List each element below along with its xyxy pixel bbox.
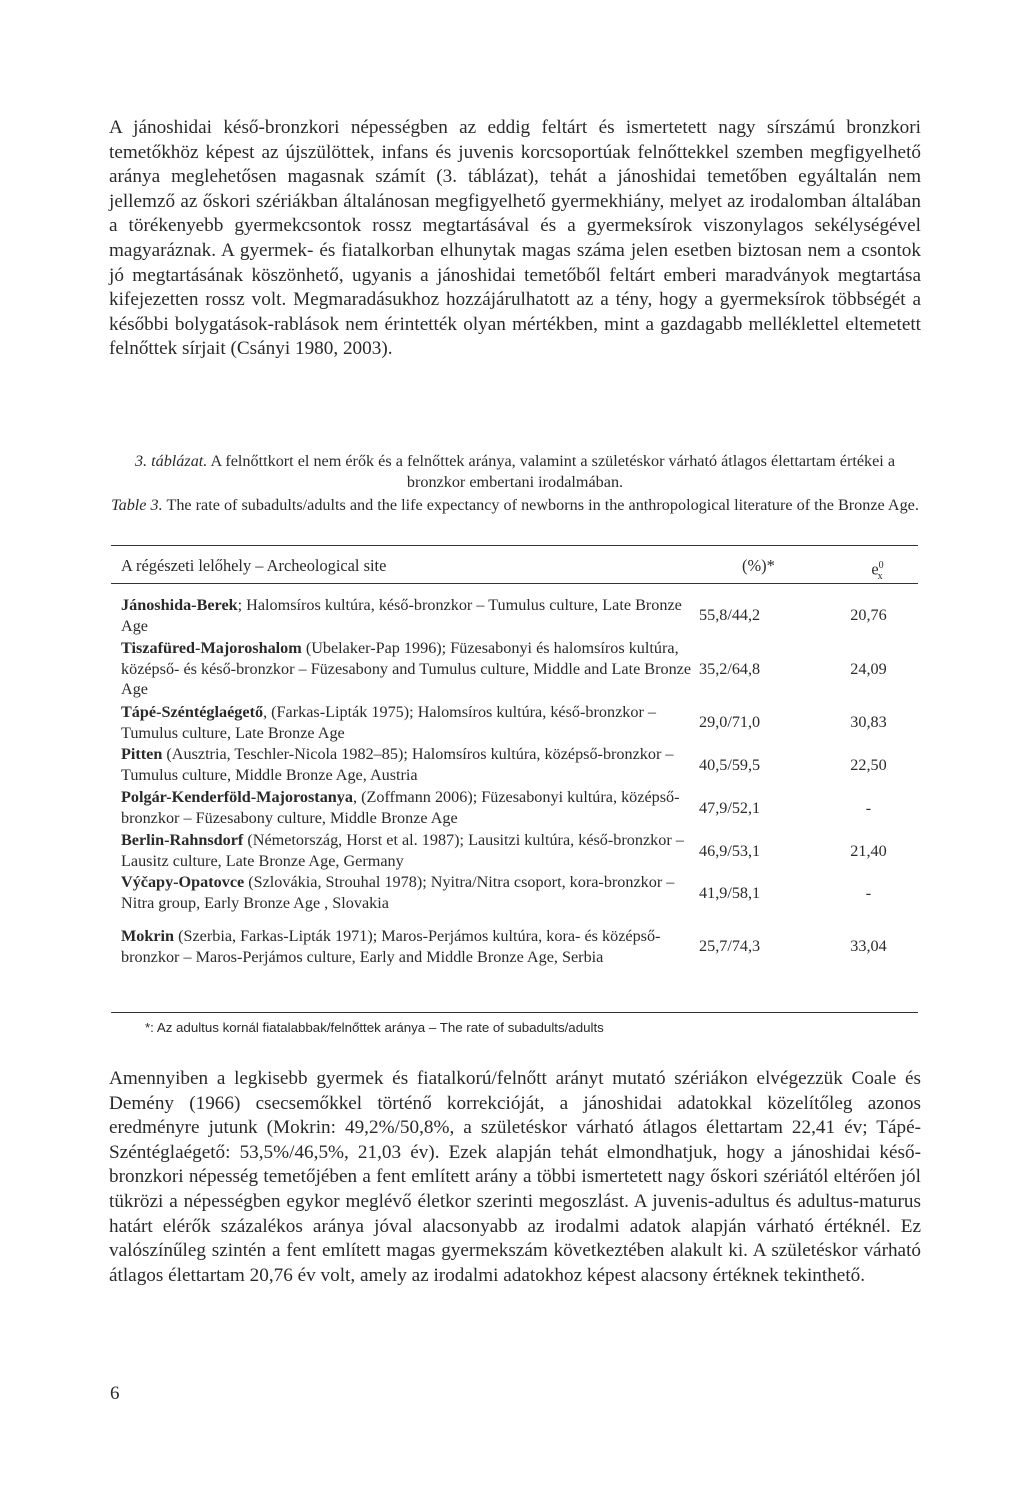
table-cell-life-expectancy: - xyxy=(865,798,872,817)
site-name: Pitten xyxy=(121,745,163,764)
caption-label-hu: 3. táblázat. xyxy=(134,452,208,470)
table-header-percent: (%)* xyxy=(742,556,775,575)
table-cell-site xyxy=(121,637,699,701)
table-cell-percent: 46,9/53,1 xyxy=(699,841,761,860)
site-name: Tiszafüred-Majoroshalom xyxy=(121,638,302,657)
table-cell-site xyxy=(121,830,699,872)
table-row xyxy=(121,594,918,637)
site-name: Berlin-Rahnsdorf xyxy=(121,831,244,850)
table-cell-site xyxy=(121,701,699,744)
table-footnote: *: Az adultus kornál fiatalabbak/felnőttek aránya – The rate of subadults/adults xyxy=(145,1020,604,1035)
table-cell-site xyxy=(121,872,699,914)
table-cell-site xyxy=(121,744,699,786)
table-body xyxy=(121,594,918,979)
table-row xyxy=(121,914,918,979)
caption-label-en: Table 3. xyxy=(111,496,163,514)
table-caption-english xyxy=(109,495,921,516)
table-cell-life-expectancy: 20,76 xyxy=(850,606,887,625)
table-row xyxy=(121,744,918,786)
table-cell-percent: 55,8/44,2 xyxy=(699,606,761,625)
table-cell-percent: 35,2/64,8 xyxy=(699,659,761,678)
body-paragraph-1: A jánoshidai késő-bronzkori népességben az eddig feltárt és ismertetett nagy sírszámú bronzkori temetőkhöz képest az újszülöttek, infans és juvenis korcsoportúak felnőttekkel szemben megfigyelhető aránya meglehetősen magasnak számít (3. táblázat), tehát a jánoshidai temetőben egyáltalán nem jellemző az őskori szériákban általánosan megfigyelhető gyermekhiány, melyet az irodalomban általában a törékenyebb gyermekcsontok rossz megtartásával és a gyermeksírok viszonylagos sekélységével magyaráznak. A gyermek- és fiatalkorban elhunytak magas száma jelen esetben biztosan nem a csontok jó megtartásának köszönhető, ugyanis a jánoshidai temetőből feltárt emberi maradványok megtartása kifejezetten rossz volt. Megmaradásukhoz hozzájárulhatott az a tény, hogy a gyermeksírok többségét a későbbi bolygatások-rablások nem érintették olyan mértékben, mint a gazdagabb melléklettel eltemetett felnőttek sírjait (Csányi 1980, 2003). xyxy=(109,117,921,360)
table-cell-percent: 47,9/52,1 xyxy=(699,798,761,817)
site-description: (Ubelaker-Pap 1996); Füzesabonyi és halomsíros kultúra, középső- és késő-bronzkor – Füzesabony and Tumulus culture, Middle and Late Bronze Age xyxy=(121,638,692,699)
table-cell-life-expectancy: 21,40 xyxy=(850,841,887,860)
site-name: Tápé-Széntéglaégető xyxy=(121,702,264,721)
table-cell-life-expectancy: 30,83 xyxy=(850,713,887,732)
table-cell-percent: 41,9/58,1 xyxy=(699,883,761,902)
data-table xyxy=(121,594,918,979)
table-bottom-rule xyxy=(111,1012,918,1013)
table-cell-site xyxy=(121,786,699,830)
site-name: Výčapy-Opatovce xyxy=(121,873,245,892)
table-cell-life-expectancy: 33,04 xyxy=(850,937,887,956)
site-description: (Szlovákia, Strouhal 1978); Nyitra/Nitra csoport, kora-bronzkor – Nitra group, Early Bronze Age , Slovakia xyxy=(121,873,675,912)
site-description: (Németország, Horst et al. 1987); Lausitzi kultúra, késő-bronzkor – Lausitz culture, Late Bronze Age, Germany xyxy=(121,831,684,870)
table-header-site: A régészeti lelőhely – Archeological site xyxy=(121,556,387,575)
caption-text-en: The rate of subadults/adults and the life expectancy of newborns in the anthropological literature of the Bronze Age. xyxy=(166,496,919,514)
table-cell-site xyxy=(121,914,699,979)
header-e-sup: 0 xyxy=(878,560,884,571)
table-header-rule xyxy=(111,583,918,584)
table-row xyxy=(121,830,918,872)
table-cell-life-expectancy: 24,09 xyxy=(850,659,887,678)
table-row xyxy=(121,786,918,830)
table-top-rule xyxy=(111,545,918,546)
site-description: ; Halomsíros kultúra, késő-bronzkor – Tumulus culture, Late Bronze Age xyxy=(121,595,682,635)
site-name: Polgár-Kenderföld-Majorostanya xyxy=(121,788,353,807)
header-e-sub: x xyxy=(877,570,883,582)
body-paragraph-2: Amennyiben a legkisebb gyermek és fiatalkorú/felnőtt arányt mutató szériákon elvégezzük Coale és Demény (1966) csecsemőkkel történő korrekcióját, a jánoshidai adatokkal közelítőleg azonos eredményre jutunk (Mokrin: 49,2%/50,8%, a születéskor várható átlagos élettartam 22,41 év; Tápé-Széntéglaégető: 53,5%/46,5%, 21,03 év). Ezek alapján tehát elmondhatjuk, hogy a jánoshidai késő-bronzkori népesség temetőjében a fent említett arány a többi ismertetett nagy őskori szériától eltérően jól tükrözi a népességben egykor meglévő életkor szerinti megoszlást. A juvenis-adultus és adultus-maturus határt elérők százalékos aránya jóval alacsonyabb az irodalmi adatok alapján várható értéknél. Ez valószínűleg szintén a fent említett magas gyermekszám következtében alakult ki. A születéskor várható átlagos élettartam 20,76 év volt, amely az irodalmi adatokhoz képest alacsony értéknek tekinthető. xyxy=(109,1068,921,1286)
table-cell-site xyxy=(121,594,699,637)
site-description: (Szerbia, Farkas-Lipták 1971); Maros-Perjámos kultúra, kora- és középső-bronzkor – Maros-Perjámos culture, Early and Middle Bronze Age, Serbia xyxy=(121,926,661,966)
site-name: Mokrin xyxy=(121,926,175,945)
table-cell-life-expectancy: - xyxy=(865,883,872,902)
table-cell-percent: 40,5/59,5 xyxy=(699,755,761,774)
page-number: 6 xyxy=(110,1383,120,1404)
table-caption-hungarian xyxy=(109,451,921,492)
table-row xyxy=(121,637,918,701)
header-e-base: e xyxy=(871,559,879,579)
site-description: , (Zoffmann 2006); Füzesabonyi kultúra, középső-bronzkor – Füzesabony culture, Middle Bronze Age xyxy=(121,788,680,827)
table-row xyxy=(121,701,918,744)
table-cell-percent: 29,0/71,0 xyxy=(699,713,761,732)
caption-text-hu: A felnőttkort el nem érők és a felnőttek aránya, valamint a születéskor várható átlagos élettartam értékei a bronzkor embertani irodalmában. xyxy=(210,452,896,491)
table-row xyxy=(121,872,918,914)
site-description: (Ausztria, Teschler-Nicola 1982–85); Halomsíros kultúra, középső-bronzkor – Tumulus culture, Middle Bronze Age, Austria xyxy=(121,745,674,784)
table-cell-percent: 25,7/74,3 xyxy=(699,937,761,956)
site-name: Jánoshida-Berek xyxy=(121,595,238,614)
table-cell-life-expectancy: 22,50 xyxy=(850,755,887,774)
site-description: , (Farkas-Lipták 1975); Halomsíros kultúra, késő-bronzkor – Tumulus culture, Late Bronze Age xyxy=(121,702,656,742)
